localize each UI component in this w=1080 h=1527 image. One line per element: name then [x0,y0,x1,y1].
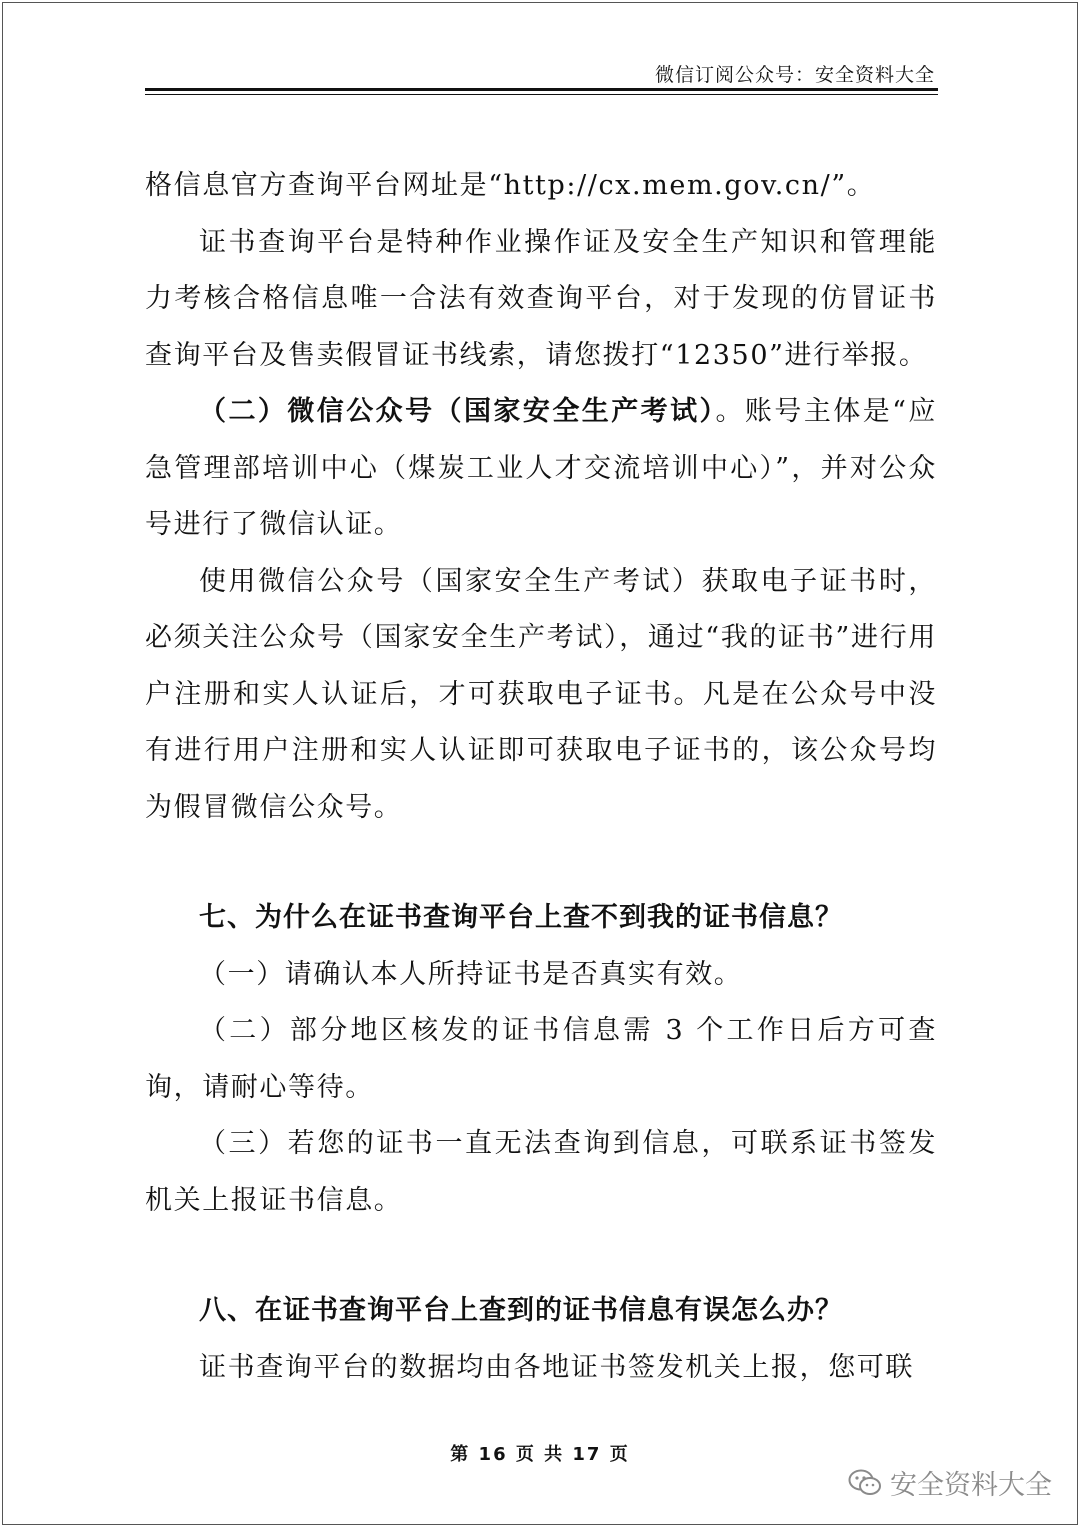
header-rule-thick [145,88,938,91]
paragraph: 使用微信公众号（国家安全生产考试）获取电子证书时，必须关注公众号（国家安全生产考试），通过“我的证书”进行用户注册和实人认证后，才可获取电子证书。凡是在公众号中没有进行用户注册和实人认证即可获取电子证书的，该公众号均为假冒微信公众号。 [145,565,937,823]
watermark [848,1463,1052,1502]
paragraph: 格信息官方查询平台网址是“http://cx.mem.gov.cn/”。 [145,170,876,201]
paragraph [145,384,937,554]
list-item: （二）部分地区核发的证书信息需 3 个工作日后方可查询，请耐心等待。 [145,1015,937,1103]
subheading-wechat: （二）微信公众号（国家安全生产考试） [199,396,716,427]
watermark-text: 安全资料大全 [890,1470,1052,1501]
section-heading-7: 七、为什么在证书查询平台上查不到我的证书信息？ [199,902,843,933]
page-number: 第 16 页 共 17 页 [450,1444,630,1465]
wechat-icon [848,1468,882,1498]
paragraph: 证书查询平台的数据均由各地证书签发机关上报，您可联 [199,1351,914,1383]
section-gap [145,1229,937,1283]
page-header: 微信订阅公众号：安全资料大全 [654,64,935,86]
section-heading-8: 八、在证书查询平台上查到的证书信息有误怎么办？ [199,1295,843,1326]
paragraph: 证书查询平台是特种作业操作证及安全生产知识和管理能力考核合格信息唯一合法有效查询平台，对于发现的仿冒证书查询平台及售卖假冒证书线索，请您拨打“12350”进行举报。 [145,226,937,371]
section-gap [145,836,937,890]
list-item: （三）若您的证书一直无法查询到信息，可联系证书签发机关上报证书信息。 [145,1128,937,1216]
header-rule-thin [145,94,938,95]
paragraph-text: 。账号主体是“应急管理部培训中心（煤炭工业人才交流培训中心）”，并对公众号进行了微信认证。 [145,396,937,540]
list-item: （一）请确认本人所持证书是否真实有效。 [199,958,743,990]
document-body [145,158,937,1396]
